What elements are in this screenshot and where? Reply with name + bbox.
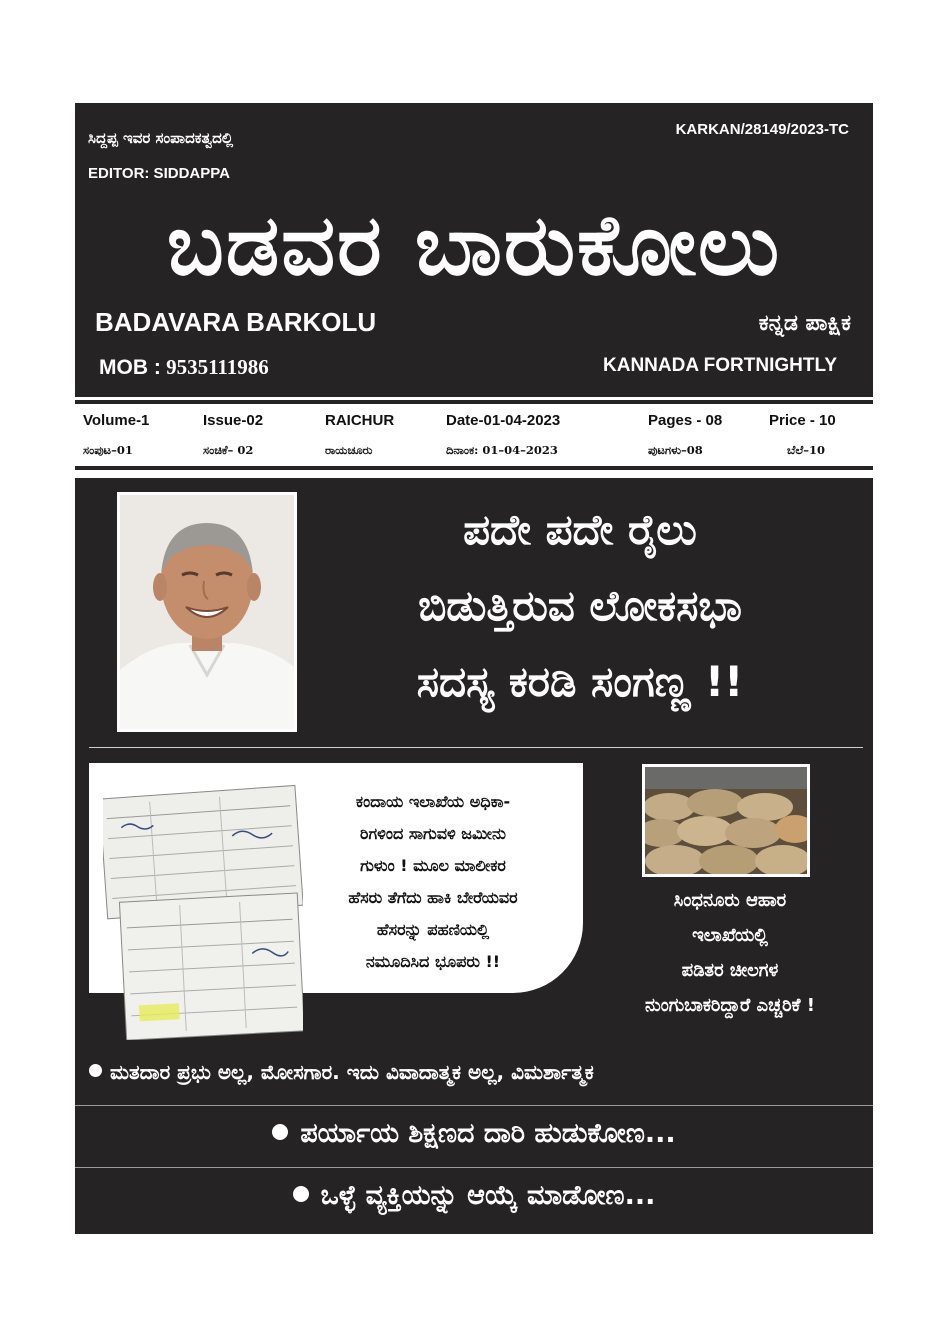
price-kannada: ಬೆಲೆ–10 <box>787 443 825 457</box>
issue-kannada: ಸಂಚಿಕೆ– 02 <box>203 443 254 457</box>
land-records-illustration <box>103 778 303 1040</box>
story-line: ಕಂದಾಯ ಇಲಾಖೆಯ ಅಧಿಕಾ- <box>355 792 511 811</box>
story-line: ನಮೂದಿಸಿದ ಭೂಪರು !! <box>365 952 501 971</box>
slogan <box>75 1118 873 1150</box>
pages-kannada: ಪುಟಗಳು–08 <box>648 443 703 457</box>
story-line: ಸಿಂಧನೂರು ಆಹಾರ <box>673 890 787 911</box>
ration-sacks-photo <box>642 764 810 877</box>
slogan-text: ಪರ್ಯಾಯ ಶಿಕ್ಷಣದ ದಾರಿ ಹುಡುಕೋಣ... <box>300 1118 676 1149</box>
date-kannada: ದಿನಾಂಕ: 01–04–2023 <box>446 443 558 457</box>
voter-bullet <box>89 1060 869 1084</box>
slogan-divider <box>75 1105 873 1106</box>
divider-rule <box>75 400 873 404</box>
fortnightly-label-kannada: ಕನ್ನಡ ಪಾಕ್ಷಿಕ <box>758 311 851 336</box>
divider-rule <box>75 466 873 470</box>
slogan-text: ಒಳ್ಳೆ ವ್ಯಕ್ತಿಯನ್ನು ಆಯ್ಕೆ ಮಾಡೋಣ... <box>320 1180 656 1211</box>
headline-line: ಸದಸ್ಯ ಕರಡಿ ಸಂಗಣ್ಣ !! <box>416 657 744 706</box>
slogan-divider <box>75 1167 873 1168</box>
place: RAICHUR <box>325 412 395 429</box>
politician-portrait <box>117 492 297 732</box>
portrait-illustration <box>120 495 294 729</box>
registration-number: KARKAN/28149/2023-TC <box>675 121 849 138</box>
bullet-text: ಮತದಾರ ಪ್ರಭು ಅಲ್ಲ, ಮೋಸಗಾರ. ಇದು ವಿವಾದಾತ್ಮಕ ಅಲ್ಲ, ವಿಮರ್ಶಾತ್ಮಕ <box>110 1060 594 1084</box>
volume: Volume-1 <box>83 412 150 429</box>
story-line: ಇಲಾಖೆಯಲ್ಲಿ <box>692 925 768 946</box>
story-line: ನುಂಗುಬಾಕರಿದ್ದಾರೆ ಎಚ್ಚರಿಕೆ ! <box>645 995 815 1016</box>
headline-line: ಪದೇ ಪದೇ ರೈಲು <box>463 505 697 554</box>
bullet-icon <box>89 1064 102 1077</box>
land-records-photo <box>103 778 303 1040</box>
issue-info-kannada <box>75 443 873 461</box>
story-line: ಗುಳುಂ ! ಮೂಲ ಮಾಲೀಕರ <box>360 856 506 875</box>
food-story-text <box>595 883 865 1023</box>
slogan <box>75 1180 873 1212</box>
issue-info-english <box>75 412 873 432</box>
editor-line-kannada: ಸಿದ್ದಪ್ಪ ಇವರ ಸಂಪಾದಕತ್ವದಲ್ಲಿ <box>88 129 234 147</box>
bullet-icon <box>272 1124 288 1140</box>
mobile-label: MOB : <box>99 356 161 379</box>
newspaper-title-kannada: ಬಡವರ ಬಾರುಕೋಲು <box>166 196 782 294</box>
volume-kannada: ಸಂಪುಟ–01 <box>83 443 133 457</box>
mobile-value: 9535111986 <box>166 355 269 379</box>
story-line: ಹೆಸರನ್ನು ಪಹಣಿಯಲ್ಲಿ <box>376 920 490 939</box>
newspaper-title-english: BADAVARA BARKOLU <box>95 307 377 337</box>
ration-sacks-illustration <box>645 767 807 874</box>
story-line: ರಿಗಳಿಂದ ಸಾಗುವಳಿ ಜಮೀನು <box>360 824 506 843</box>
headline <box>315 492 845 720</box>
fortnightly-label-english: KANNADA FORTNIGHTLY <box>603 355 837 376</box>
story-line: ಪಡಿತರ ಚೀಲಗಳ <box>681 960 779 981</box>
masthead <box>75 103 873 397</box>
editor-line-english: EDITOR: SIDDAPPA <box>88 165 230 182</box>
date: Date-01-04-2023 <box>446 412 561 429</box>
land-story-text <box>293 786 573 978</box>
story-line: ಹೆಸರು ತೆಗೆದು ಹಾಕಿ ಬೇರೆಯವರ <box>348 888 518 907</box>
issue: Issue-02 <box>203 412 264 429</box>
price: Price - 10 <box>769 412 836 429</box>
bullet-icon <box>293 1186 309 1202</box>
place-kannada: ರಾಯಚೂರು <box>325 443 373 457</box>
pages: Pages - 08 <box>648 412 723 429</box>
headline-line: ಬಿಡುತ್ತಿರುವ ಲೋಕಸಭಾ <box>418 581 742 630</box>
mobile-number <box>99 355 269 380</box>
newspaper-front-page <box>75 103 873 1234</box>
section-divider <box>89 747 863 748</box>
lead-story-block <box>75 478 873 1234</box>
